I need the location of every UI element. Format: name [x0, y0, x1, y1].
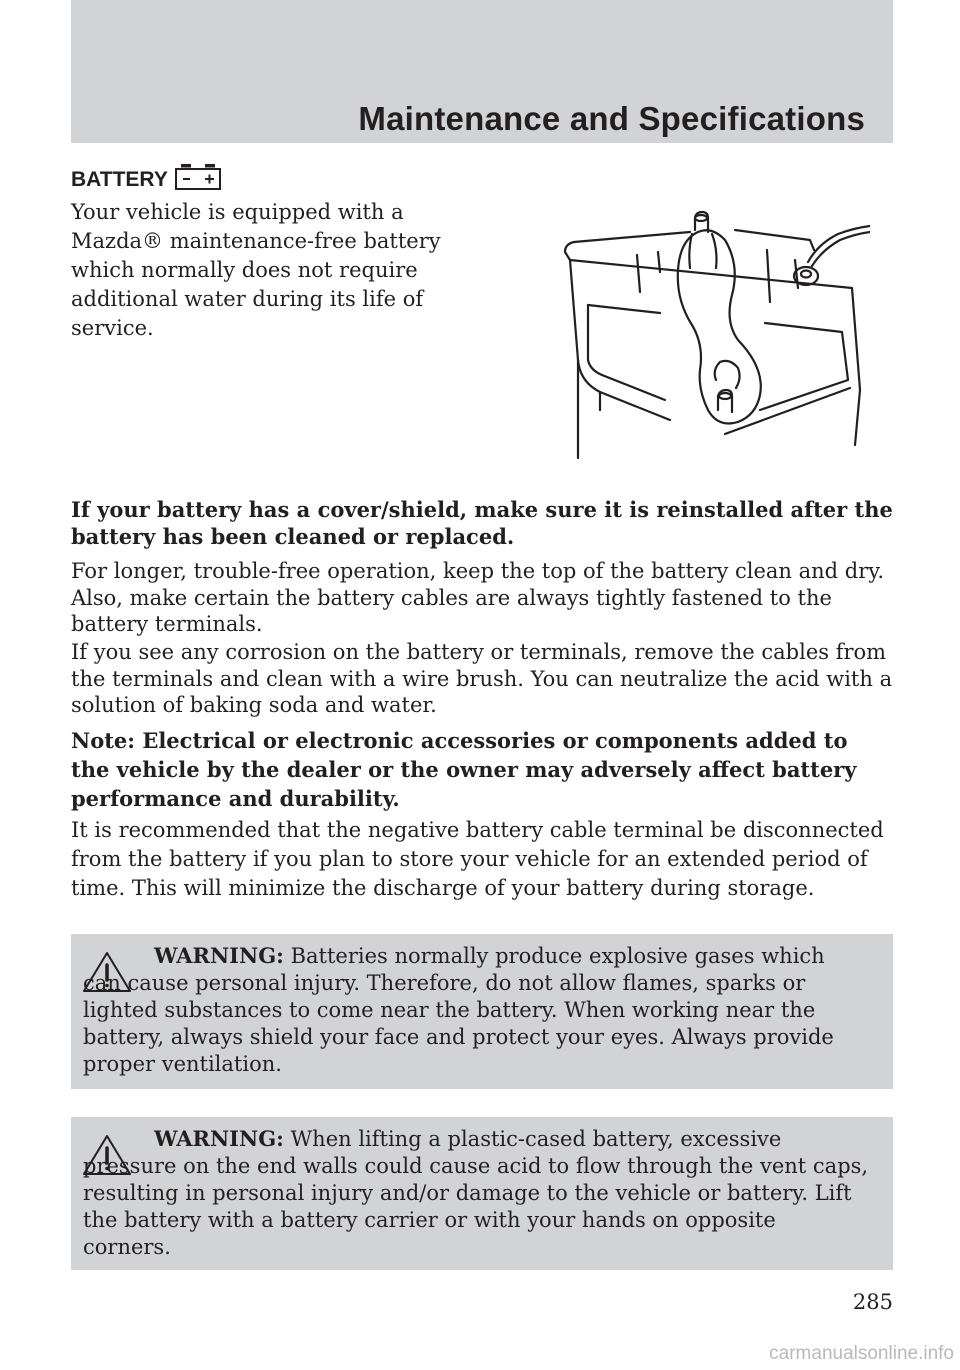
watermark: carmanualsonline.info [769, 1343, 954, 1364]
cleaning-paragraph: For longer, trouble-free operation, keep the top of the battery clean and dry. Also, make certain the battery cables are always tightly fastened to the battery terminals. [71, 559, 885, 636]
warning-body: Batteries normally produce explosive gases which can cause personal injury. Therefore, do not allow flames, sparks or lighted substances to come near the battery. When working near the battery, always shield your face and protect your eyes. Always provide proper ventilation. [83, 944, 834, 1076]
warning-text-2 [83, 1125, 869, 1261]
section-heading-text: BATTERY [71, 168, 168, 191]
warning-box-1 [71, 934, 893, 1089]
intro-paragraph: Your vehicle is equipped with a Mazda® maintenance-free battery which normally does not require additional water during its life of service. [71, 200, 441, 340]
cover-shield-note: If your battery has a cover/shield, make sure it is reinstalled after the battery has been cleaned or replaced. [71, 497, 893, 549]
warning-body: When lifting a plastic-cased battery, excessive pressure on the end walls could cause acid to flow through the vent caps, resulting in personal injury and/or damage to the vehicle or battery. Lift the battery with a battery carrier or with your hands on opposite corners. [83, 1127, 869, 1259]
page-number: 285 [852, 1290, 893, 1314]
battery-icon [175, 164, 221, 190]
section-heading [71, 168, 221, 192]
page-section-title: Maintenance and Specifications [358, 100, 865, 137]
warning-text-1 [83, 942, 869, 1078]
header-band [71, 0, 893, 143]
corrosion-paragraph: If you see any corrosion on the battery or terminals, remove the cables from the terminals and clean with a wire brush. You can neutralize the acid with a solution of baking soda and water. [71, 640, 893, 717]
storage-paragraph: It is recommended that the negative battery cable terminal be disconnected from the battery if you plan to store your vehicle for an extended period of time. This will minimize the discharge of your battery during storage. [71, 818, 884, 900]
accessories-note: Note: Electrical or electronic accessories or components added to the vehicle by the dealer or the owner may adversely affect battery performance and durability. [71, 728, 857, 811]
warning-label: WARNING: [154, 943, 284, 968]
warning-box-2 [71, 1117, 893, 1270]
battery-illustration [560, 210, 870, 460]
warning-label: WARNING: [154, 1126, 284, 1151]
